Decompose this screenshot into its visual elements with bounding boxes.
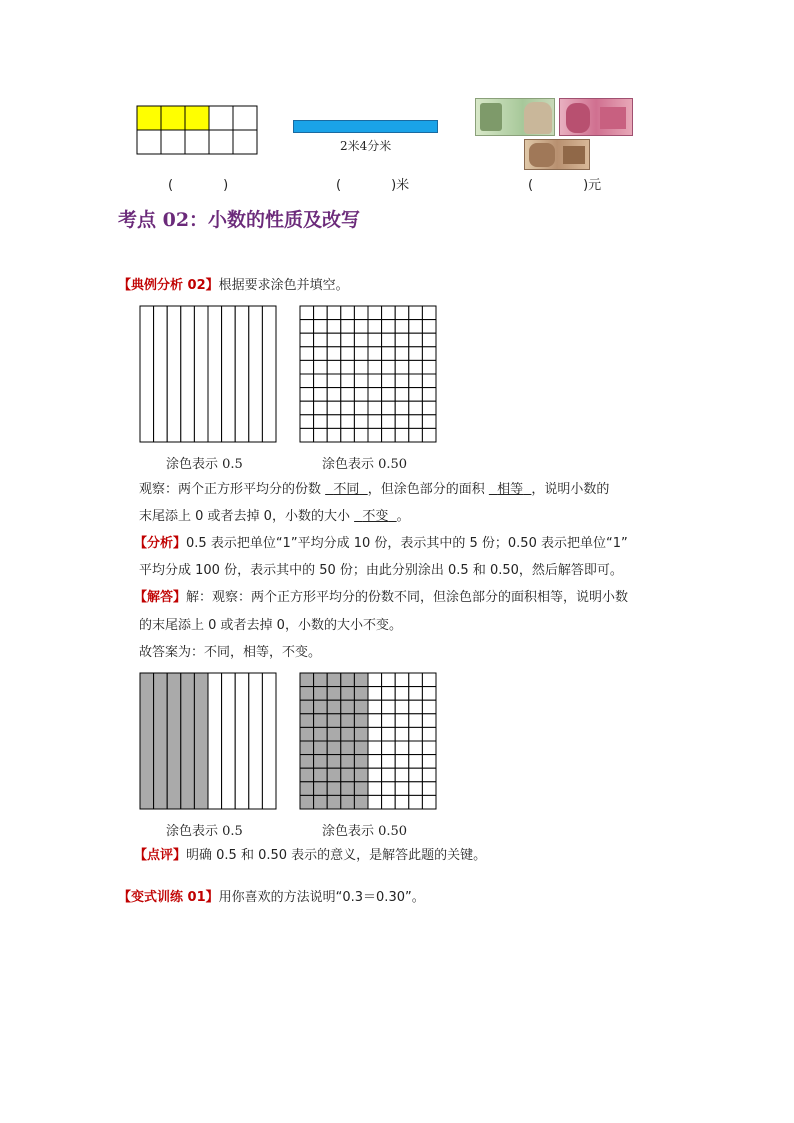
fraction-grid-top [136,105,258,155]
observe-line-1: 观察：两个正方形平均分的份数 不同 ，但涂色部分的面积 相等 ，说明小数的 [139,482,610,497]
hundred-cell [354,374,368,388]
hundred-cell [354,428,368,442]
hundred-cell [409,768,423,782]
hundred-cell [409,360,423,374]
hundred-cell [422,741,436,755]
hundred-cell [395,673,409,687]
hundred-cell [300,714,314,728]
hundred-cell [368,782,382,796]
hundred-cell [327,415,341,429]
hundred-cell [409,306,423,320]
hundred-cell [341,714,355,728]
hundred-cell [354,795,368,809]
hundred-cell [327,727,341,741]
grid-cell [137,106,161,130]
hundred-cell [368,768,382,782]
blank-answer-1[interactable]: 不同 [333,482,360,497]
hundred-cell [422,428,436,442]
hundred-cell [327,673,341,687]
grid-cell [137,130,161,154]
hundred-cell [395,388,409,402]
hundred-cell [382,320,396,334]
strip-cell [249,306,263,442]
hundred-cell [341,415,355,429]
hundred-cell [395,306,409,320]
grid-cell [209,106,233,130]
hundred-cell [422,415,436,429]
hundred-cell [368,727,382,741]
hundred-cell [422,306,436,320]
hundred-cell [300,388,314,402]
hundred-cell [409,741,423,755]
hundred-cell [409,782,423,796]
hundred-cell [314,727,328,741]
blank-answer-2[interactable]: 相等 [497,482,524,497]
hundred-cell [409,333,423,347]
hundred-cell [395,700,409,714]
grid-cell [161,130,185,154]
hundred-cell [395,360,409,374]
hundred-cell [341,388,355,402]
answer-line-2: 的末尾添上 0 或者去掉 0，小数的大小不变。 [139,618,402,633]
hundred-cell [354,700,368,714]
strip-cell [140,673,154,809]
hundred-cell [327,320,341,334]
hundred-cell [314,428,328,442]
hundred-cell [368,388,382,402]
hundred-cell [354,388,368,402]
hundred-cell [300,673,314,687]
hundred-cell [327,795,341,809]
hundred-cell [327,700,341,714]
strip-cell [154,673,168,809]
hundred-cell [382,727,396,741]
hundred-cell [314,755,328,769]
hundred-cell [368,333,382,347]
hundred-cell [314,360,328,374]
hundred-cell [422,768,436,782]
strip-cell [194,673,208,809]
analysis-line-2: 平均分成 100 份，表示其中的 50 份；由此分别涂出 0.5 和 0.50，然后解答即可。 [139,563,623,578]
hundred-cell [341,782,355,796]
hundred-cell [422,347,436,361]
hundred-cell [409,374,423,388]
observe-line-2: 末尾添上 0 或者去掉 0，小数的大小 不变 。 [139,509,410,524]
hundred-cell [327,388,341,402]
hundred-cell [300,360,314,374]
hundred-cell [300,415,314,429]
hundred-cell [395,320,409,334]
practice-tag: 【变式训练 01】 [118,890,219,905]
hundred-cell [382,795,396,809]
hundred-cell [327,306,341,320]
hundred-cell [300,428,314,442]
hundred-cell [314,415,328,429]
hundred-grid-blank[interactable] [299,305,437,443]
grid-svg [136,105,258,155]
caption-hundred-1: 涂色表示 0.50 [322,457,408,472]
hundred-cell [368,428,382,442]
hundred-cell [395,755,409,769]
hundred-cell [382,428,396,442]
hundred-cell [409,428,423,442]
hundred-cell [382,755,396,769]
hundred-cell [354,673,368,687]
hundred-cell [327,741,341,755]
grid-cell [209,130,233,154]
hundred-cell [422,700,436,714]
hundred-cell [314,795,328,809]
hundred-cell [341,401,355,415]
hundred-cell [314,687,328,701]
hundred-cell [422,673,436,687]
hundred-cell [314,374,328,388]
hundred-cell [354,714,368,728]
strip-cell [262,673,276,809]
hundred-cell [422,333,436,347]
hundred-cell [368,374,382,388]
strip-grid-shaded [139,672,277,810]
hundred-cell [409,673,423,687]
hundred-cell [327,687,341,701]
hundred-cell [341,755,355,769]
hundred-cell [409,401,423,415]
hundred-cell [354,333,368,347]
hundred-cell [327,401,341,415]
hundred-cell [395,768,409,782]
hundred-cell [341,374,355,388]
example-tag: 【典例分析 02】 [118,278,219,293]
answer-blank-grid[interactable]: ( ) [168,178,229,193]
hundred-cell [368,741,382,755]
hundred-cell [341,360,355,374]
hundred-cell [314,401,328,415]
hundred-cell [341,795,355,809]
hundred-cell [327,714,341,728]
hundred-cell [341,306,355,320]
comment-line: 【点评】明确 0.5 和 0.50 表示的意义，是解答此题的关键。 [134,848,487,863]
hundred-cell [314,320,328,334]
hundred-cell [382,687,396,701]
strip-cell [154,306,168,442]
hundred-cell [395,795,409,809]
blank-answer-3[interactable]: 不变 [362,509,389,524]
hundred-cell [300,795,314,809]
hundred-cell [382,360,396,374]
hundred-cell [395,782,409,796]
hundred-cell [327,768,341,782]
length-bar [293,120,438,133]
strip-cell [222,306,236,442]
hundred-cell [354,741,368,755]
hundred-cell [341,673,355,687]
hundred-cell [327,347,341,361]
strip-cell [249,673,263,809]
answer-line-3: 故答案为：不同，相等，不变。 [139,645,322,660]
example-header [118,276,349,296]
strip-cell [208,306,222,442]
strip-cell [208,673,222,809]
hundred-cell [354,360,368,374]
hundred-cell [300,755,314,769]
hundred-cell [314,741,328,755]
hundred-cell [368,360,382,374]
hundred-cell [300,374,314,388]
hundred-cell [382,401,396,415]
analysis-line-1: 【分析】0.5 表示把单位“1”平均分成 10 份，表示其中的 5 份；0.50 表示把单位“1” [134,536,628,551]
practice-prompt: 用你喜欢的方法说明“0.3＝0.30”。 [218,890,425,905]
hundred-cell [300,727,314,741]
hundred-cell [382,782,396,796]
hundred-cell [382,700,396,714]
hundred-cell [395,714,409,728]
hundred-cell [422,374,436,388]
strip-cell [235,673,249,809]
hundred-cell [409,755,423,769]
hundred-cell [368,755,382,769]
hundred-cell [422,388,436,402]
caption-hundred-2: 涂色表示 0.50 [322,824,408,839]
bar-label: 2米4分米 [340,139,392,153]
strip-cell [140,306,154,442]
hundred-cell [327,428,341,442]
hundred-cell [354,727,368,741]
strip-cell [181,306,195,442]
hundred-grid-shaded [299,672,437,810]
hundred-cell [409,727,423,741]
hundred-cell [354,782,368,796]
hundred-cell [354,401,368,415]
caption-strip-1: 涂色表示 0.5 [166,457,243,472]
strip-cell [262,306,276,442]
hundred-cell [368,320,382,334]
answer-line-1: 【解答】解：观察：两个正方形平均分的份数不同，但涂色部分的面积相等，说明小数 [134,590,629,605]
hundred-cell [341,741,355,755]
banknote-1-jiao [524,139,590,170]
hundred-cell [368,306,382,320]
hundred-cell [409,347,423,361]
comment-tag: 【点评】 [134,848,187,863]
section-title: 考点 02：小数的性质及改写 [118,209,361,231]
grid-cell [233,130,257,154]
banknote-1-yuan [475,98,555,136]
hundred-cell [382,333,396,347]
practice-line [118,888,425,908]
hundred-cell [300,687,314,701]
hundred-cell [327,782,341,796]
hundred-cell [314,700,328,714]
hundred-cell [409,415,423,429]
hundred-cell [341,347,355,361]
hundred-cell [368,714,382,728]
hundred-cell [341,333,355,347]
hundred-cell [314,673,328,687]
hundred-cell [341,687,355,701]
hundred-cell [341,727,355,741]
hundred-cell [382,714,396,728]
analysis-tag: 【分析】 [134,536,187,551]
hundred-cell [382,306,396,320]
hundred-cell [300,782,314,796]
hundred-cell [382,415,396,429]
hundred-cell [368,401,382,415]
hundred-cell [422,755,436,769]
hundred-cell [341,320,355,334]
hundred-cell [300,333,314,347]
hundred-cell [409,320,423,334]
hundred-cell [300,306,314,320]
hundred-cell [327,360,341,374]
strip-cell [167,306,181,442]
answer-tag: 【解答】 [134,590,187,605]
hundred-cell [354,306,368,320]
answer-blank-yuan[interactable]: ( )元 [528,178,602,193]
hundred-cell [300,700,314,714]
hundred-cell [300,320,314,334]
hundred-cell [341,700,355,714]
hundred-cell [300,347,314,361]
strip-cell [235,306,249,442]
hundred-cell [354,687,368,701]
hundred-cell [327,333,341,347]
hundred-cell [327,755,341,769]
hundred-cell [314,306,328,320]
hundred-cell [422,401,436,415]
grid-cell [233,106,257,130]
hundred-cell [409,388,423,402]
hundred-cell [314,333,328,347]
strip-cell [222,673,236,809]
hundred-cell [395,401,409,415]
hundred-cell [395,374,409,388]
hundred-cell [368,687,382,701]
hundred-cell [395,428,409,442]
hundred-cell [422,795,436,809]
hundred-cell [395,727,409,741]
hundred-cell [300,401,314,415]
grid-cell [185,130,209,154]
hundred-cell [368,673,382,687]
hundred-cell [409,714,423,728]
grid-cell [161,106,185,130]
banknote-5-jiao [559,98,633,136]
hundred-cell [354,755,368,769]
hundred-cell [314,782,328,796]
hundred-cell [314,347,328,361]
hundred-cell [368,700,382,714]
hundred-cell [382,741,396,755]
hundred-cell [341,428,355,442]
hundred-cell [382,673,396,687]
hundred-cell [409,700,423,714]
hundred-cell [395,333,409,347]
hundred-cell [327,374,341,388]
strip-cell [181,673,195,809]
hundred-cell [382,388,396,402]
hundred-cell [395,687,409,701]
strip-cell [194,306,208,442]
hundred-cell [368,415,382,429]
hundred-cell [422,727,436,741]
hundred-cell [382,374,396,388]
hundred-cell [368,347,382,361]
hundred-cell [314,714,328,728]
hundred-cell [354,768,368,782]
hundred-cell [314,768,328,782]
answer-blank-meters[interactable]: ( )米 [336,178,410,193]
example-prompt: 根据要求涂色并填空。 [218,278,349,293]
hundred-cell [409,795,423,809]
hundred-cell [395,741,409,755]
hundred-cell [382,347,396,361]
hundred-cell [354,320,368,334]
hundred-cell [422,320,436,334]
hundred-cell [422,714,436,728]
hundred-cell [422,782,436,796]
hundred-cell [382,768,396,782]
hundred-cell [354,347,368,361]
hundred-cell [354,415,368,429]
strip-cell [167,673,181,809]
hundred-cell [422,687,436,701]
caption-strip-2: 涂色表示 0.5 [166,824,243,839]
hundred-cell [422,360,436,374]
hundred-cell [300,741,314,755]
hundred-cell [395,415,409,429]
hundred-cell [300,768,314,782]
hundred-cell [368,795,382,809]
hundred-cell [409,687,423,701]
grid-cell [185,106,209,130]
hundred-cell [314,388,328,402]
strip-grid-blank[interactable] [139,305,277,443]
hundred-cell [395,347,409,361]
hundred-cell [341,768,355,782]
